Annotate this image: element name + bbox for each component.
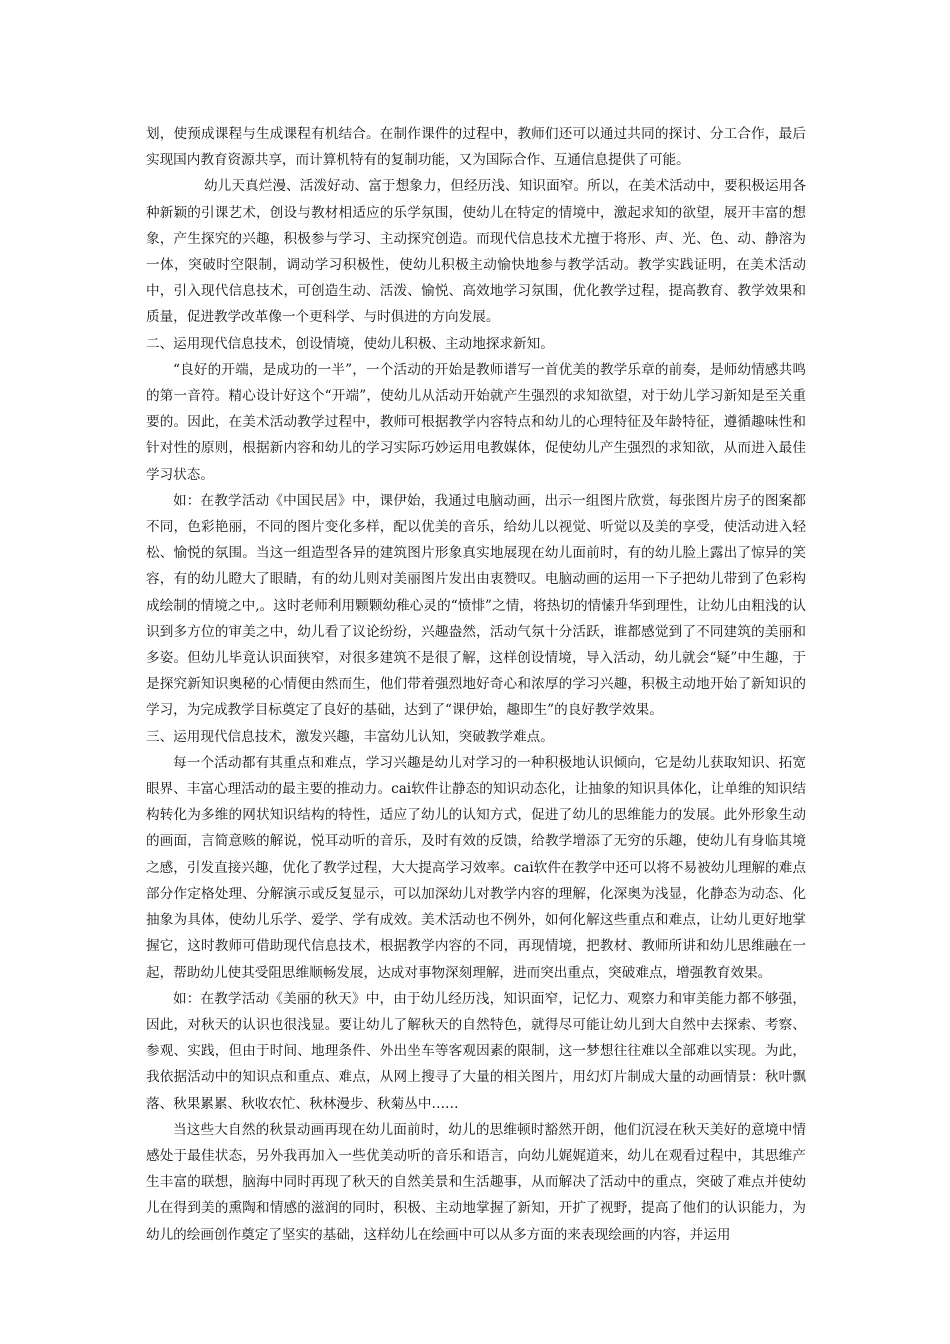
paragraph-good-start: “良好的开端，是成功的一半”，一个活动的开始是教师谱写一首优美的教学乐章的前奏，是师幼情感共鸣的第一音符。精心设计好这个“开端”，使幼儿从活动开始就产生强烈的求知欲望，对于幼儿学习新知是至关重要的。因此，在美术活动教学过程中，教师可根据教学内容特点和幼儿的心理特征及年龄特征，遵循趣味性和针对性的原则，根据新内容和幼儿的学习实际巧妙运用电教媒体，促使幼儿产生强烈的求知欲，从而进入最佳学习状态。 (146, 361, 806, 483)
paragraph-key-points: 每一个活动都有其重点和难点，学习兴趣是幼儿对学习的一种积极地认识倾向，它是幼儿获取知识、拓宽眼界、丰富心理活动的最主要的推动力。cai软件让静态的知识动态化，让抽象的知识具体化，让单维的知识结构转化为多维的网状知识结构的特性，适应了幼儿的认知方式，促进了幼儿的思维能力的发展。此外形象生动的画面，言简意赅的解说，悦耳动听的音乐，及时有效的反馈，给教学增添了无穷的乐趣，使幼儿有身临其境之感，引发直接兴趣，优化了教学过程，大大提高学习效率。cai软件在教学中还可以将不易被幼儿理解的难点部分作定格处理、分解演示或反复显示，可以加深幼儿对教学内容的理解，化深奥为浅显，化静态为动态、化抽象为具体，使幼儿乐学、爱学、学有成效。美术活动也不例外，如何化解这些重点和难点，让幼儿更好地掌握它，这时教师可借助现代信息技术，根据教学内容的不同，再现情境，把教材、教师所讲和幼儿思维融在一起，帮助幼儿使其受阻思维顺畅发展，达成对事物深刻理解，进而突出重点，突破难点，增强教育效果。 (146, 754, 806, 981)
section-heading-3: 三、运用现代信息技术，激发兴趣，丰富幼儿认知，突破教学难点。 (146, 728, 554, 745)
section-heading-2: 二、运用现代信息技术，创设情境，使幼儿积极、主动地探求新知。 (146, 335, 554, 352)
paragraph-autumn-scene: 当这些大自然的秋景动画再现在幼儿面前时，幼儿的思维顿时豁然开朗，他们沉浸在秋天美好的意境中情感处于最佳状态，另外我再加入一些优美动听的音乐和语言，向幼儿娓娓道来，幼儿在观看过程中，其思维产生丰富的联想，脑海中同时再现了秋天的自然美景和生活趣事，从而解决了活动中的重点，突破了难点并使幼儿在得到美的熏陶和情感的滋润的同时，积极、主动地掌握了新知，开扩了视野，提高了他们的认识能力，为幼儿的绘画创作奠定了坚实的基础，这样幼儿在绘画中可以从多方面的来表现绘画的内容，并运用 (146, 1121, 806, 1243)
paragraph-example-autumn: 如：在教学活动《美丽的秋天》中，由于幼儿经历浅，知识面窄，记忆力、观察力和审美能力都不够强，因此，对秋天的认识也很浅显。要让幼儿了解秋天的自然特色，就得尽可能让幼儿到大自然中去探索、考察、参观、实践，但由于时间、地理条件、外出坐车等客观因素的限制，这一梦想往往难以全部难以实现。为此，我依据活动中的知识点和重点、难点，从网上搜寻了大量的相关图片，用幻灯片制成大量的动画情景：秋叶飘落、秋果累累、秋收农忙、秋林漫步、秋菊丛中…… (146, 990, 806, 1112)
document-body (146, 121, 806, 1248)
paragraph-continuation: 划，使预成课程与生成课程有机结合。在制作课件的过程中，教师们还可以通过共同的探讨、分工合作，最后实现国内教育资源共享，而计算机特有的复制功能，又为国际合作、互通信息提供了可能。 (146, 126, 806, 169)
paragraph-example-residence: 如：在教学活动《中国民居》中，课伊始，我通过电脑动画，出示一组图片欣赏，每张图片房子的图案都不同，色彩艳丽，不同的图片变化多样，配以优美的音乐，给幼儿以视觉、听觉以及美的享受，使活动进入轻松、愉悦的氛围。当这一组造型各异的建筑图片形象真实地展现在幼儿面前时，有的幼儿脸上露出了惊异的笑容，有的幼儿瞪大了眼睛，有的幼儿则对美丽图片发出由衷赞叹。电脑动画的运用一下子把幼儿带到了色彩构成绘制的情境之中,。这时老师利用颗颗幼稚心灵的“愤悱”之情，将热切的情愫升华到理性，让幼儿由粗浅的认识到多方位的审美之中，幼儿看了议论纷纷，兴趣盎然，活动气氛十分活跃，谁都感觉到了不同建筑的美丽和多姿。但幼儿毕竟认识面狭窄，对很多建筑不是很了解，这样创设情境，导入活动，幼儿就会“疑”中生趣，于是探究新知识奥秘的心情便由然而生，他们带着强烈地好奇心和浓厚的学习兴趣，积极主动地开始了新知识的学习，为完成教学目标奠定了良好的基础，达到了“课伊始，趣即生”的良好教学效果。 (146, 492, 806, 719)
paragraph-intro: 幼儿天真烂漫、活泼好动、富于想象力，但经历浅、知识面窄。所以，在美术活动中，要积极运用各种新颖的引课艺术，创设与教材相适应的乐学氛围，使幼儿在特定的情境中，激起求知的欲望，展开丰富的想象，产生探究的兴趣，积极参与学习、主动探究创造。而现代信息技术尤擅于将形、声、光、色、动、静溶为一体，突破时空限制，调动学习积极性，使幼儿积极主动愉快地参与教学活动。教学实践证明，在美术活动中，引入现代信息技术，可创造生动、活泼、愉悦、高效地学习氛围，优化教学过程，提高教育、教学效果和质量，促进教学改革像一个更科学、与时俱进的方向发展。 (146, 178, 806, 326)
